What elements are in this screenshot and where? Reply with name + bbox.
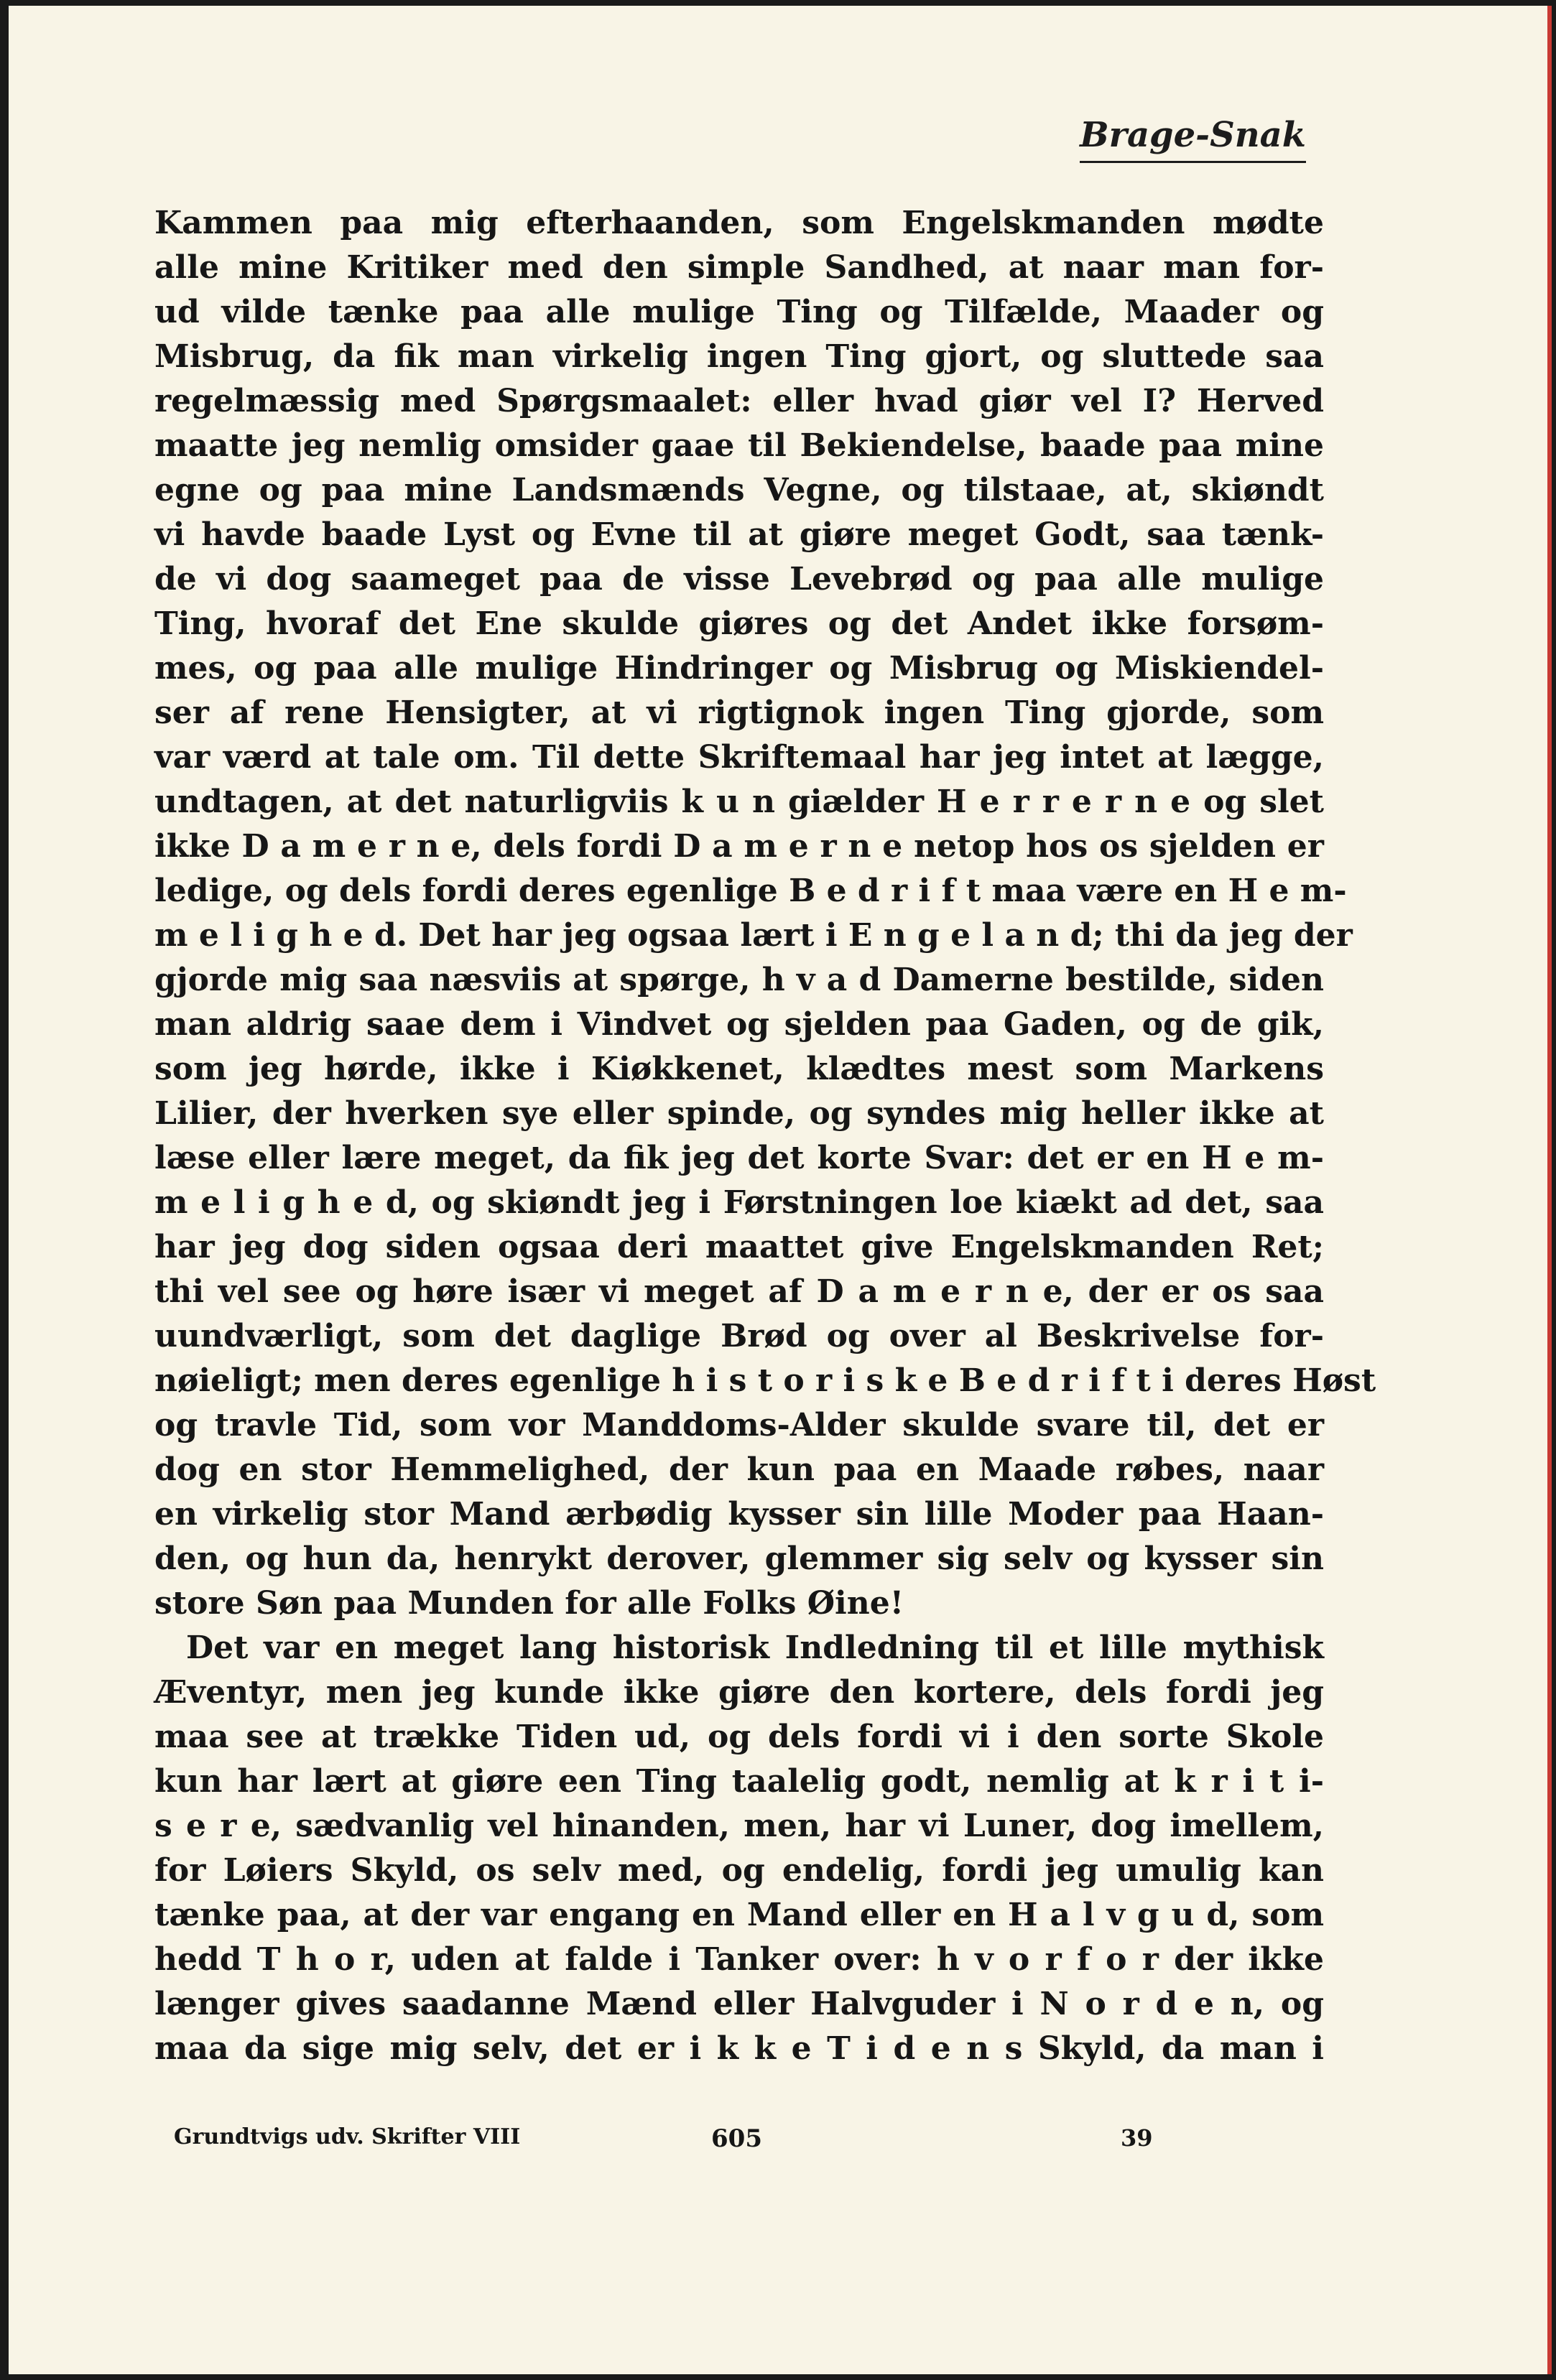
text-line: de vi dog saameget paa de visse Levebrød og paa alle mulige — [154, 561, 1324, 598]
text-line: Ting, hvoraf det Ene skulde giøres og det Andet ikke forsøm- — [154, 605, 1324, 642]
text-line: vi havde baade Lyst og Evne til at giøre meget Godt, saa tænk- — [154, 516, 1324, 553]
text-line: ser af rene Hensigter, at vi rigtignok ingen Ting gjorde, som — [154, 694, 1324, 731]
text-line: gjorde mig saa næsviis at spørge, h v a d Damerne bestilde, siden — [154, 962, 1324, 998]
text-line: Kammen paa mig efterhaanden, som Engelskmanden mødte — [154, 205, 1324, 241]
text-line: nøieligt; men deres egenlige h i s t o r i s k e B e d r i f t i deres Høst — [154, 1362, 1376, 1399]
text-line: læse eller lære meget, da fik jeg det korte Svar: det er en H e m- — [154, 1140, 1324, 1176]
text-line: for Løiers Skyld, os selv med, og endelig, fordi jeg umulig kan — [154, 1852, 1324, 1889]
text-line: og travle Tid, som vor Manddoms-Alder skulde svare til, det er — [154, 1407, 1324, 1444]
text-line: kun har lært at giøre een Ting taalelig godt, nemlig at k r i t i- — [154, 1763, 1324, 1800]
text-line: regelmæssig med Spørgsmaalet: eller hvad giør vel I? Herved — [154, 383, 1324, 419]
text-line: m e l i g h e d, og skiøndt jeg i Førstningen loe kiækt ad det, saa — [154, 1184, 1324, 1221]
text-line: Æventyr, men jeg kunde ikke giøre den kortere, dels fordi jeg — [154, 1674, 1324, 1711]
text-line: hedd T h o r, uden at falde i Tanker over: h v o r f o r der ikke — [154, 1941, 1324, 1978]
text-line: uundværligt, som det daglige Brød og over al Beskrivelse for- — [154, 1318, 1324, 1354]
footer-source: Grundtvigs udv. Skrifter VIII — [174, 2124, 521, 2149]
text-line: ledige, og dels fordi deres egenlige B e d r i f t maa være en H e m- — [154, 873, 1347, 909]
text-line-paragraph-end: store Søn paa Munden for alle Folks Øine! — [154, 1585, 904, 1622]
text-line: undtagen, at det naturligviis k u n giælder H e r r e r n e og slet — [154, 784, 1324, 820]
footer-page-number: 605 — [711, 2124, 762, 2153]
text-line: dog en stor Hemmelighed, der kun paa en Maade røbes, naar — [154, 1451, 1324, 1488]
text-line: maa see at trække Tiden ud, og dels fordi vi i den sorte Skole — [154, 1719, 1324, 1755]
text-line-paragraph-start: Det var en meget lang historisk Indledning til et lille mythisk — [186, 1630, 1324, 1666]
text-line: har jeg dog siden ogsaa deri maattet give Engelskmanden Ret; — [154, 1229, 1324, 1265]
page-footer — [9, 2124, 1547, 2167]
text-line: en virkelig stor Mand ærbødig kysser sin lille Moder paa Haan- — [154, 1496, 1324, 1533]
running-head: Brage-Snak — [1080, 115, 1306, 163]
body-text — [154, 201, 1376, 2071]
text-line: alle mine Kritiker med den simple Sandhed, at naar man for- — [154, 249, 1324, 286]
text-line: længer gives saadanne Mænd eller Halvguder i N o r d e n, og — [154, 1986, 1324, 2022]
footer-signature: 39 — [1121, 2124, 1153, 2152]
text-line: ikke D a m e r n e, dels fordi D a m e r n e netop hos os sjelden er — [154, 828, 1324, 865]
text-line: var værd at tale om. Til dette Skriftemaal har jeg intet at lægge, — [154, 739, 1324, 776]
text-line: maa da sige mig selv, det er i k k e T i d e n s Skyld, da man i — [154, 2030, 1324, 2067]
text-line: man aldrig saae dem i Vindvet og sjelden paa Gaden, og de gik, — [154, 1006, 1324, 1043]
text-line: thi vel see og høre især vi meget af D a m e r n e, der er os saa — [154, 1273, 1324, 1310]
text-line: Lilier, der hverken sye eller spinde, og syndes mig heller ikke at — [154, 1095, 1324, 1132]
text-line: mes, og paa alle mulige Hindringer og Misbrug og Miskiendel- — [154, 650, 1324, 687]
text-line: ud vilde tænke paa alle mulige Ting og Tilfælde, Maader og — [154, 294, 1324, 330]
text-line: egne og paa mine Landsmænds Vegne, og tilstaae, at, skiøndt — [154, 472, 1324, 508]
text-line: tænke paa, at der var engang en Mand eller en H a l v g u d, som — [154, 1897, 1324, 1933]
text-line: Misbrug, da fik man virkelig ingen Ting gjort, og sluttede saa — [154, 338, 1324, 375]
text-line: m e l i g h e d. Det har jeg ogsaa lært i E n g e l a n d; thi da jeg der — [154, 917, 1353, 954]
text-line: s e r e, sædvanlig vel hinanden, men, har vi Luner, dog imellem, — [154, 1808, 1324, 1844]
document-page — [9, 6, 1552, 2374]
text-line: maatte jeg nemlig omsider gaae til Bekiendelse, baade paa mine — [154, 427, 1324, 464]
text-line: den, og hun da, henrykt derover, glemmer sig selv og kysser sin — [154, 1540, 1324, 1577]
text-line: som jeg hørde, ikke i Kiøkkenet, klædtes mest som Markens — [154, 1051, 1324, 1087]
